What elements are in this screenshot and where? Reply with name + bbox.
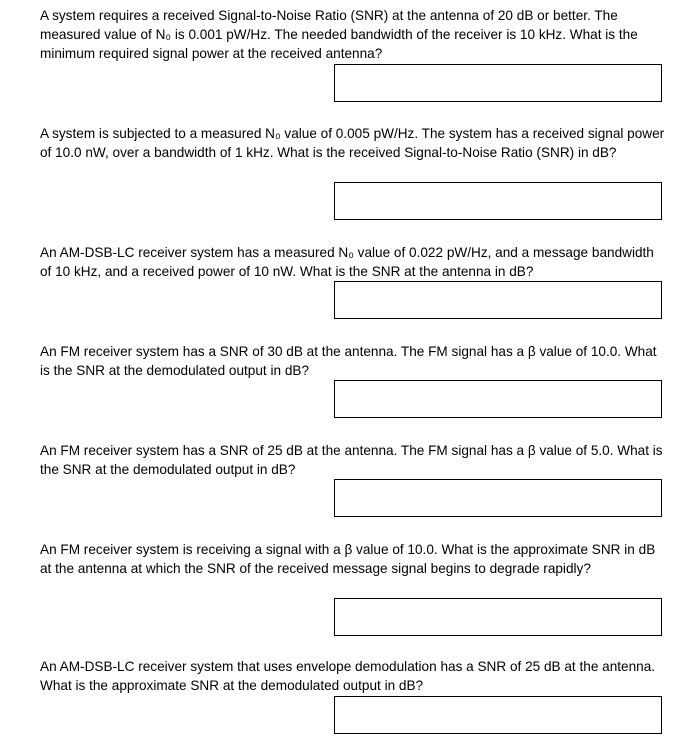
question-2-text: A system is subjected to a measured N₀ value of 0.005 pW/Hz. The system has a received signal power of 10.0 nW, over a bandwidth of 1 kHz. What is the received Signal-to-Noise Ratio (SNR) in dB? bbox=[40, 126, 665, 160]
question-4-text: An FM receiver system has a SNR of 30 dB at the antenna. The FM signal has a β value of 10.0. What is the SNR at the demodulated output in dB? bbox=[40, 344, 657, 378]
question-1-answer-box[interactable] bbox=[334, 64, 662, 102]
question-2-answer-box[interactable] bbox=[334, 182, 662, 220]
question-3-text: An AM-DSB-LC receiver system has a measured N₀ value of 0.022 pW/Hz, and a message bandwidth of 10 kHz, and a received power of 10 nW. What is the SNR at the antenna in dB? bbox=[40, 245, 654, 279]
question-6-answer-box[interactable] bbox=[334, 598, 662, 636]
question-4-answer-box[interactable] bbox=[334, 380, 662, 418]
question-3-answer-box[interactable] bbox=[334, 281, 662, 319]
question-7-text: An AM-DSB-LC receiver system that uses envelope demodulation has a SNR of 25 dB at the antenna. What is the approximate SNR at the demodulated output in dB? bbox=[40, 659, 656, 693]
question-6-text: An FM receiver system is receiving a signal with a β value of 10.0. What is the approximate SNR in dB at the antenna at which the SNR of the received message signal begins to degrade rapidly? bbox=[40, 542, 656, 576]
question-7-answer-box[interactable] bbox=[334, 696, 662, 734]
question-5-text: An FM receiver system has a SNR of 25 dB at the antenna. The FM signal has a β value of 5.0. What is the SNR at the demodulated output in dB? bbox=[40, 443, 663, 477]
question-5-answer-box[interactable] bbox=[334, 479, 662, 517]
question-1-text: A system requires a received Signal-to-Noise Ratio (SNR) at the antenna of 20 dB or better. The measured value of N₀ is 0.001 pW/Hz. The needed bandwidth of the receiver is 10 kHz. What is the minimum required signal power at the received antenna? bbox=[40, 8, 638, 61]
